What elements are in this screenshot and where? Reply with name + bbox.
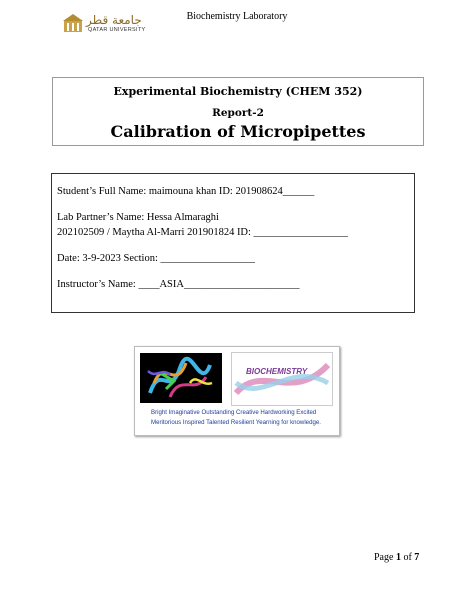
- title-block: [52, 77, 424, 146]
- page-total: 7: [414, 552, 420, 563]
- logo-english-text: QATAR UNIVERSITY: [88, 27, 146, 33]
- document-title: Calibration of Micropipettes: [110, 122, 366, 141]
- page-label: Page: [374, 552, 396, 563]
- logo-arabic-text: جامعة قطر: [86, 13, 142, 27]
- biochemistry-banner: [134, 346, 340, 436]
- biochemistry-logo-image: [231, 352, 333, 406]
- lab-partner-line: Lab Partner’s Name: Hessa Almaraghi: [57, 212, 219, 223]
- instructor-line: Instructor’s Name: ____ASIA______________________: [57, 279, 300, 290]
- page-current: 1: [395, 552, 401, 563]
- student-info-block: [51, 173, 415, 313]
- biochemistry-label: BIOCHEMISTRY: [246, 367, 308, 376]
- header-title: Biochemistry Laboratory: [186, 11, 288, 22]
- page-number: [374, 552, 419, 563]
- course-title: Experimental Biochemistry (CHEM 352): [113, 85, 363, 98]
- report-number: Report-2: [212, 107, 264, 119]
- motto-line-2: Meritorious Inspired Talented Resilient Yearning for knowledge.: [151, 419, 321, 426]
- student-name-line: Student’s Full Name: maimouna khan ID: 201908624______: [57, 186, 315, 197]
- partner-ids-line: 202102509 / Maytha Al-Marri 201901824 ID: __________________: [57, 227, 349, 238]
- date-section-line: Date: 3-9-2023 Section: __________________: [57, 253, 256, 264]
- page-of: of: [400, 552, 415, 563]
- protein-structure-image: [140, 353, 222, 403]
- motto-line-1: Bright Imaginative Outstanding Creative Hardworking Excited: [151, 409, 317, 416]
